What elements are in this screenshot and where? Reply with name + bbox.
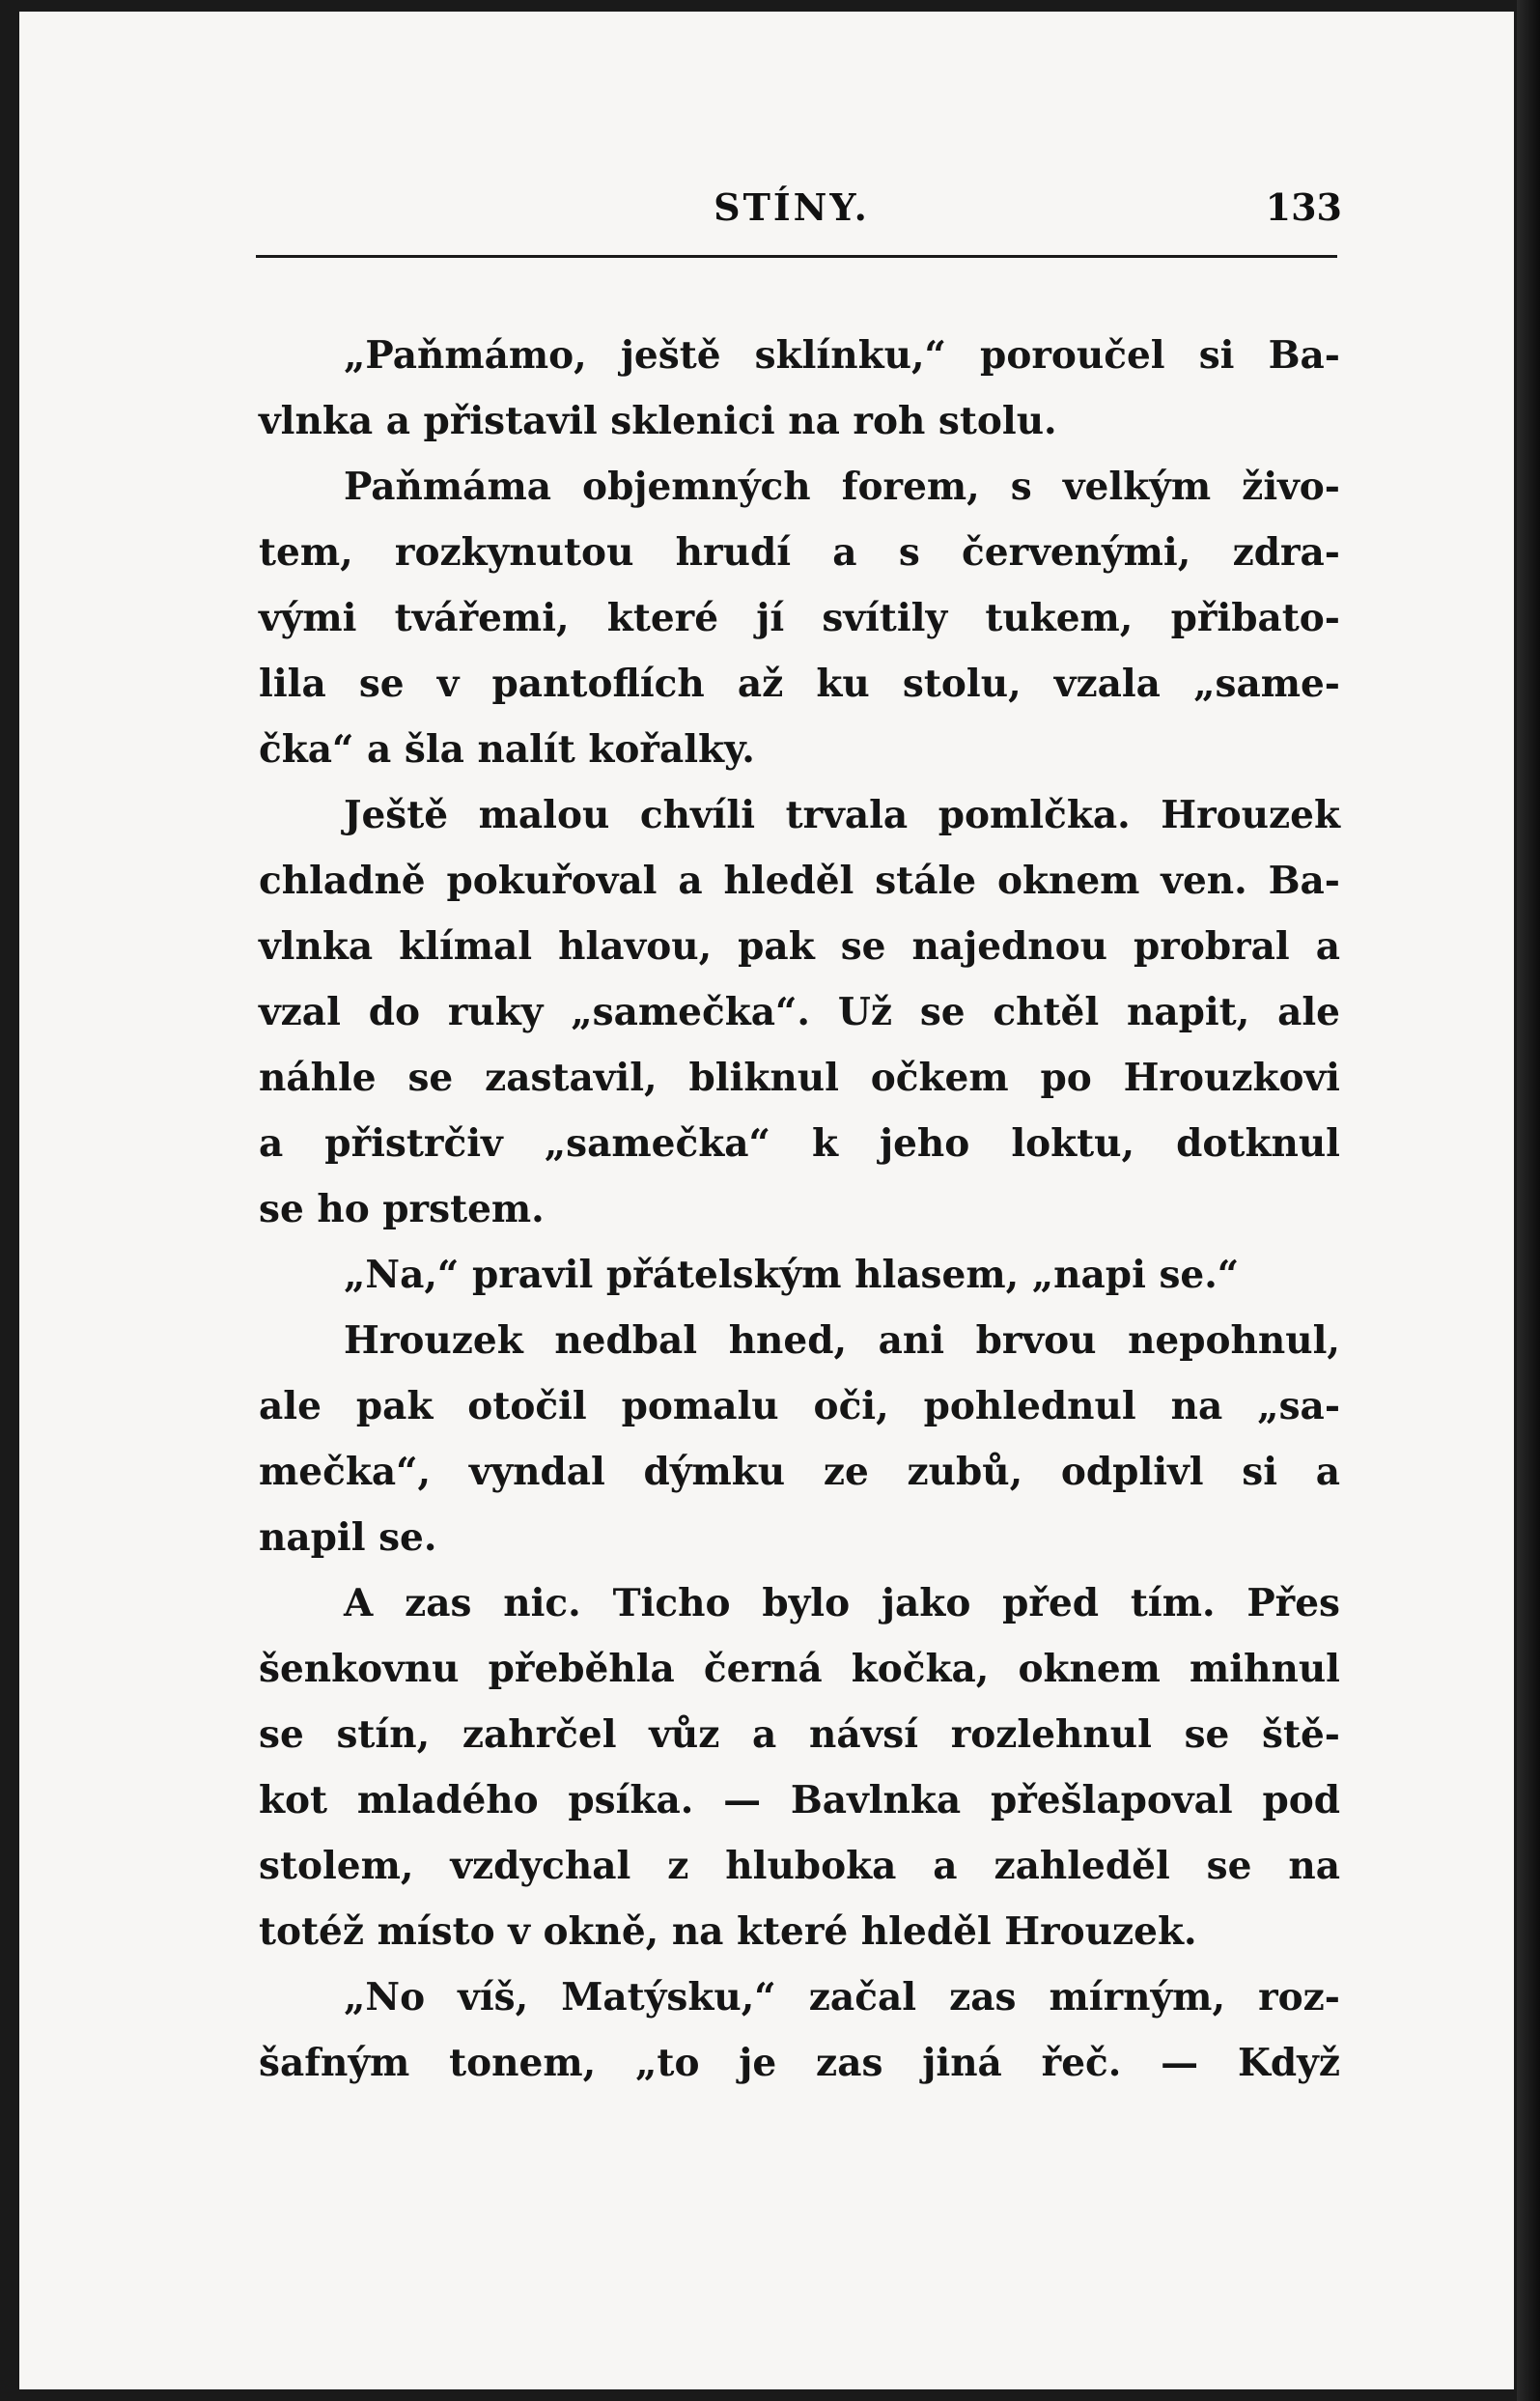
header-rule	[256, 255, 1337, 258]
text-line: lila se v pantoflích až ku stolu, vzala „same-	[259, 662, 1340, 706]
body-text	[259, 323, 1340, 2096]
text-line: náhle se zastavil, bliknul očkem po Hrouzkovi	[259, 1056, 1340, 1100]
text-line: vlnka klímal hlavou, pak se najednou probral a	[259, 924, 1340, 969]
text-line: čka“ a šla nalít kořalky.	[259, 727, 755, 772]
text-line: vlnka a přistavil sklenici na roh stolu.	[259, 399, 1057, 443]
paragraph	[259, 1242, 1340, 1308]
text-line: Hrouzek nedbal hned, ani brvou nepohnul,	[344, 1318, 1340, 1363]
text-line: a přistrčiv „samečka“ k jeho loktu, dotknul	[259, 1121, 1340, 1166]
paragraph	[259, 1964, 1340, 2096]
paragraph	[259, 323, 1340, 454]
text-line: kot mladého psíka. — Bavlnka přešlapoval pod	[259, 1778, 1340, 1822]
paragraph	[259, 1570, 1340, 1964]
text-line: „Paňmámo, ještě sklínku,“ poroučel si Ba-	[344, 333, 1340, 378]
text-line: totéž místo v okně, na které hleděl Hrouzek.	[259, 1909, 1197, 1954]
text-line: napil se.	[259, 1515, 437, 1560]
text-line: tem, rozkynutou hrudí a s červenými, zdra-	[259, 530, 1340, 575]
text-line: šenkovnu přeběhla černá kočka, oknem mihnul	[259, 1647, 1340, 1691]
book-page	[19, 12, 1514, 2389]
text-line: vými tvářemi, které jí svítily tukem, přibato-	[259, 596, 1340, 640]
page-number: 133	[1265, 185, 1342, 229]
text-line: Paňmáma objemných forem, s velkým živo-	[344, 465, 1340, 509]
running-head: STÍNY.	[714, 185, 870, 229]
text-line: se stín, zahrčel vůz a návsí rozlehnul se ště-	[259, 1712, 1340, 1757]
paragraph	[259, 1308, 1340, 1570]
text-line: stolem, vzdychal z hluboka a zahleděl se na	[259, 1844, 1340, 1888]
text-line: mečka“, vyndal dýmku ze zubů, odplivl si a	[259, 1450, 1340, 1494]
page-edge-shadow	[1517, 0, 1540, 2401]
page-header	[241, 185, 1342, 253]
text-line: šafným tonem, „to je zas jiná řeč. — Když	[259, 2041, 1340, 2085]
text-line: vzal do ruky „samečka“. Už se chtěl napit, ale	[259, 990, 1340, 1034]
text-line: A zas nic. Ticho bylo jako před tím. Přes	[344, 1581, 1340, 1625]
text-line: „No víš, Matýsku,“ začal zas mírným, roz-	[344, 1975, 1340, 2020]
text-line: Ještě malou chvíli trvala pomlčka. Hrouzek	[344, 793, 1340, 837]
text-line: „Na,“ pravil přátelským hlasem, „napi se.“	[344, 1253, 1240, 1297]
text-line: chladně pokuřoval a hleděl stále oknem ven. Ba-	[259, 859, 1340, 903]
text-line: ale pak otočil pomalu oči, pohlednul na „sa-	[259, 1384, 1340, 1428]
paragraph	[259, 782, 1340, 1242]
paragraph	[259, 454, 1340, 782]
text-line: se ho prstem.	[259, 1187, 545, 1231]
